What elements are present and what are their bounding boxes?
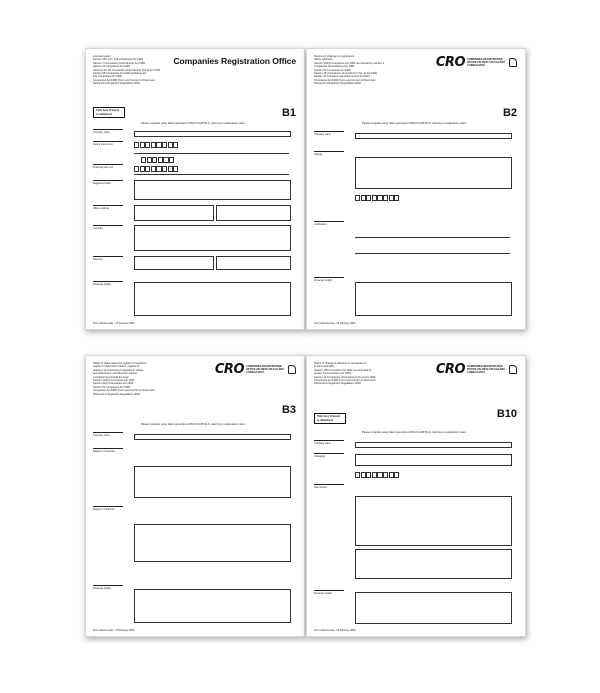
form-b3 bbox=[85, 355, 305, 637]
bond-tickbox[interactable]: Tick box if bond is attached bbox=[314, 413, 346, 424]
secretary-field[interactable] bbox=[134, 225, 291, 251]
instruction-text: Please complete using black typescript or BOLD CAPITALS, referring to explanatory notes bbox=[141, 423, 245, 426]
field-label: Secretary bbox=[93, 225, 123, 230]
field-label: Return made up to bbox=[93, 141, 123, 146]
form-b1 bbox=[85, 48, 305, 330]
field-label: Company name bbox=[93, 129, 123, 134]
field-label: Directors bbox=[93, 256, 123, 261]
company-name-field[interactable] bbox=[134, 434, 291, 440]
field-label: Financial year end bbox=[93, 164, 123, 169]
registered-office-field[interactable] bbox=[134, 180, 291, 200]
field-label: Company name bbox=[93, 432, 123, 437]
form-intro: Notice of change in registered office address Section 113(3) Companies Act 1963 (as inserted by section 4 Companies (Amendment) Act 1982 Section 52 Companies Act 1990 Section 28 (Companies (Amendment) (No. 2) Act 1999 Section 44 Company Law Enforcement Act 2001 Companies Act 1990 (Form and Content of Document Delivered to Registrar) Regulations 2002 bbox=[314, 54, 385, 86]
form-intro: Notice of change in directors or secretaries or in their particulars Section 195 Companies Act 1963 (as amended by section 51 Companies Act 1990) Section 43 Companies (Amendment) (No.2) Act 1999 Companies Act 1990 (Form and Content of Document Delivered to Registrar) Regulations 2002 bbox=[314, 362, 376, 386]
form-b10 bbox=[306, 355, 526, 637]
field-label: Officer address bbox=[93, 205, 123, 210]
field-label: Certification bbox=[314, 221, 344, 226]
directors-register-address[interactable] bbox=[134, 524, 291, 562]
company-name-field[interactable] bbox=[134, 131, 291, 137]
director-field[interactable] bbox=[134, 256, 214, 270]
harp-icon bbox=[509, 365, 517, 374]
field-label: Presenter details bbox=[314, 590, 344, 595]
date-boxes[interactable] bbox=[134, 166, 179, 172]
change-field[interactable] bbox=[355, 454, 512, 466]
form-code: B3 bbox=[281, 404, 296, 416]
field-label: New director bbox=[314, 484, 344, 489]
form-footer: Form effective date : 15 February 2005 bbox=[93, 322, 135, 325]
date-boxes[interactable] bbox=[355, 472, 400, 478]
presenter-details-field[interactable] bbox=[134, 589, 291, 623]
field-label: Company name bbox=[314, 131, 344, 136]
field-label: Change(s) bbox=[314, 453, 344, 458]
consent-field[interactable] bbox=[355, 549, 512, 579]
form-footer: Form effective date : 15 February 2005 bbox=[93, 629, 135, 632]
form-code: B10 bbox=[496, 408, 517, 420]
field-label: Change bbox=[314, 151, 344, 156]
email-field[interactable] bbox=[216, 205, 291, 221]
company-name-field[interactable] bbox=[355, 442, 512, 448]
form-b2 bbox=[306, 48, 526, 330]
form-intro: Notice of place where the register of members, register of debenture holders, register of directors' and secretary's interests in shares and debentures, and directors' service contracts/memoranda are kept Section 113(3) Companies Act 1963 Section 91(2) Companies Act 1963 Section 50 Companies Act 1990 Companies Act 1990 (Form and Content of Document Delivered to Registrar) Regulations 2002 bbox=[93, 362, 155, 396]
field-label: Company name bbox=[314, 440, 344, 445]
new-address-field[interactable] bbox=[355, 157, 512, 189]
form-intro: Annual return Section 125, 127, 128 Companies Act 1963 Section 7 Companies (Amendment) Act 1986 Section 26 Companies Act 1990 Sections 35, 60 Companies (Amendment) (No.2) Act 1999 Section 38 Companies Act 1990 (Auditors) Act 161 Companies Act 1990 Companies Act 1990 (Form and Content of Document Delivered to Registrar) Regulations 2002 bbox=[93, 54, 160, 86]
field-label: Presenter details bbox=[93, 585, 123, 590]
date-boxes[interactable] bbox=[355, 195, 400, 201]
presenter-details-field[interactable] bbox=[134, 282, 291, 316]
field-label: Registered office bbox=[93, 180, 123, 185]
form-footer: Form effective date : 15 February 2005 bbox=[314, 629, 356, 632]
field-label: Presenter details bbox=[93, 281, 123, 286]
bond-tickbox[interactable]: Tick box if bond is attached bbox=[93, 107, 125, 118]
cro-logo: CRO COMPANIES REGISTRATION OFFICE AN OIFIG UM CHLÁRÚ CUIDEACHTAÍ bbox=[215, 362, 296, 377]
presenter-details-field[interactable] bbox=[355, 282, 512, 316]
harp-icon bbox=[288, 365, 296, 374]
field-label: Register of directors bbox=[93, 506, 123, 511]
presenter-details-field[interactable] bbox=[355, 592, 512, 624]
date-boxes[interactable] bbox=[141, 157, 175, 163]
new-director-details[interactable] bbox=[355, 496, 512, 546]
harp-icon bbox=[509, 58, 517, 67]
instruction-text: Please complete using black typescript or BOLD CAPITALS, referring to explanatory notes bbox=[141, 122, 245, 125]
form-title: Companies Registration Office bbox=[173, 56, 296, 66]
form-footer: Form effective date : 15 February 2005 bbox=[314, 322, 356, 325]
form-code: B2 bbox=[502, 107, 517, 119]
cro-logo: CRO COMPANIES REGISTRATION OFFICE AN OIFIG UM CHLÁRÚ CUIDEACHTAÍ bbox=[436, 55, 517, 70]
date-boxes[interactable] bbox=[134, 142, 179, 148]
cro-logo: CRO COMPANIES REGISTRATION OFFICE AN OIFIG UM CHLÁRÚ CUIDEACHTAÍ bbox=[436, 362, 517, 377]
instruction-text: Please complete using black typescript or BOLD CAPITALS, referring to explanatory notes bbox=[362, 431, 466, 434]
instruction-text: Please complete using black typescript or BOLD CAPITALS, referring to explanatory notes bbox=[362, 122, 466, 125]
field-label: Register of members bbox=[93, 448, 123, 453]
field-label: Presenter details bbox=[314, 277, 344, 282]
company-name-field[interactable] bbox=[355, 133, 512, 139]
form-code: B1 bbox=[281, 107, 296, 119]
director-other-field[interactable] bbox=[216, 256, 291, 270]
members-register-address[interactable] bbox=[134, 466, 291, 498]
officer-address-field[interactable] bbox=[134, 205, 214, 221]
